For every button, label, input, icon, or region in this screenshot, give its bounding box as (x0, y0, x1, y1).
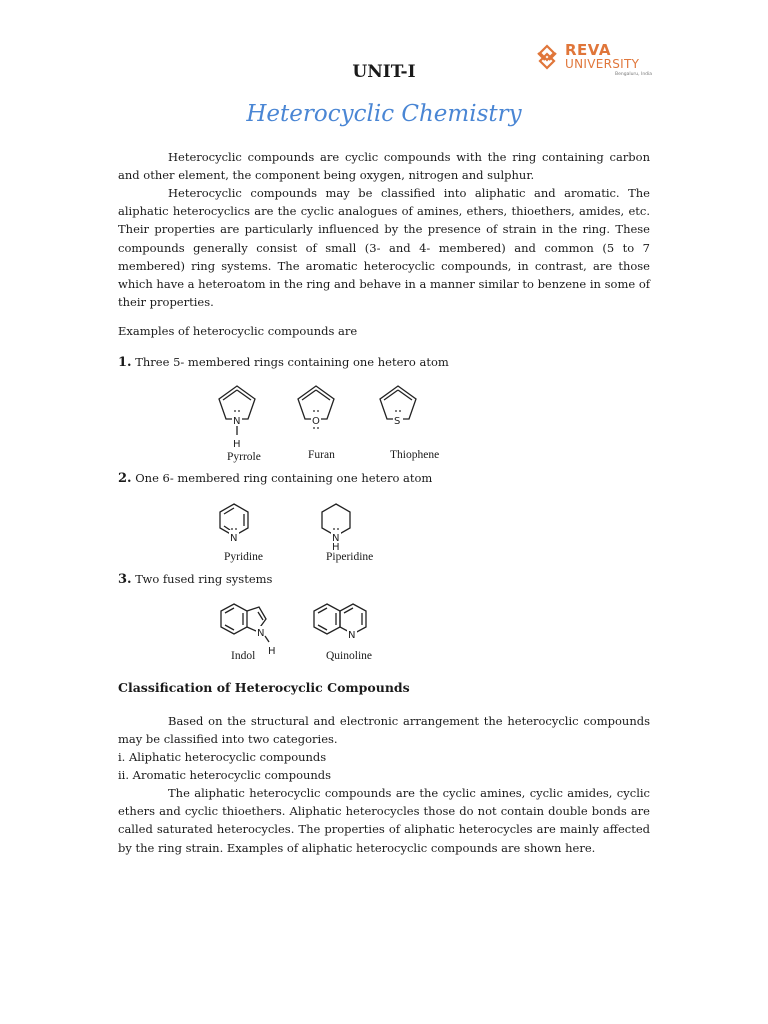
piperidine-structure (316, 500, 356, 556)
pyridine-structure (214, 500, 254, 546)
pyrrole-label: Pyrrole (227, 451, 261, 463)
example-item-3 (118, 570, 272, 589)
example-text: Three 5- membered rings containing one hetero atom (135, 355, 449, 369)
example-number: 3. (118, 572, 132, 587)
indol-hydrogen: H (268, 646, 276, 657)
quinoline-label: Quinoline (326, 650, 372, 662)
pyridine-nitrogen: N (230, 533, 238, 544)
furan-oxygen: O (312, 416, 320, 427)
pyrrole-hydrogen: H (233, 439, 241, 450)
example-item-1 (118, 353, 449, 372)
thiophene-label: Thiophene (390, 449, 440, 461)
indol-label: Indol (231, 650, 256, 662)
intro-paragraph-2: Heterocyclic compounds may be classified into aliphatic and aromatic. The aliphatic heterocyclics are the cyclic analogues of amines, ethers, thioethers, amides, etc. Their properties are particularly influenced by the presence of strain in the ring. These compounds generally consist of small (3- and 4- membered) and common (5 to 7 membered) ring systems. The aromatic heterocyclic compounds, in contrast, are those which have a heteroatom in the ring and behave in a manner similar to benzene in some of their properties. (118, 186, 650, 310)
piperidine-nitrogen: N (332, 533, 340, 544)
piperidine-label: Piperidine (326, 551, 374, 563)
intro-paragraph-1: Heterocyclic compounds are cyclic compounds with the ring containing carbon and other element, the component being oxygen, nitrogen and sulphur. (118, 150, 650, 183)
classification-paragraph-2: The aliphatic heterocyclic compounds are the cyclic amines, cyclic amides, cyclic ethers and cyclic thioethers. Aliphatic heterocycles those do not contain double bonds are called saturated heterocycles. The properties of aliphatic heterocycles are mainly affected by the ring strain. Examples of aliphatic heterocyclic compounds are shown here. (118, 786, 650, 855)
quinoline-structure (310, 598, 372, 646)
unit-heading: UNIT-I (352, 62, 416, 82)
example-text: One 6- membered ring containing one hetero atom (135, 471, 433, 485)
pyrrole-structure (214, 380, 264, 452)
logo-sub: UNIVERSITY (565, 57, 640, 71)
classification-heading: Classification of Heterocyclic Compounds (118, 680, 410, 695)
pyridine-label: Pyridine (224, 551, 263, 563)
logo-name: REVA (565, 41, 611, 59)
example-number: 2. (118, 471, 132, 486)
page-title: Heterocyclic Chemistry (246, 101, 522, 127)
classification-list-item-2: ii. Aromatic heterocyclic compounds (118, 768, 332, 782)
examples-intro: Examples of heterocyclic compounds are (118, 324, 358, 338)
example-item-2 (118, 469, 432, 488)
indol-nitrogen: N (257, 628, 265, 639)
pyrrole-nitrogen: N (233, 416, 241, 427)
furan-label: Furan (308, 449, 335, 461)
quinoline-nitrogen: N (348, 630, 356, 641)
furan-structure (294, 380, 344, 440)
example-number: 1. (118, 355, 132, 370)
indol-structure (214, 598, 284, 658)
thiophene-structure (376, 380, 426, 440)
example-text: Two fused ring systems (135, 572, 273, 586)
classification-list-item-1: i. Aliphatic heterocyclic compounds (118, 750, 327, 764)
thiophene-sulphur: S (394, 416, 401, 427)
piperidine-hydrogen: H (332, 542, 340, 553)
logo-place: Bengaluru, India (615, 72, 653, 77)
classification-paragraph-1: Based on the structural and electronic arrangement the heterocyclic compounds may be classified into two categories. (118, 714, 650, 747)
